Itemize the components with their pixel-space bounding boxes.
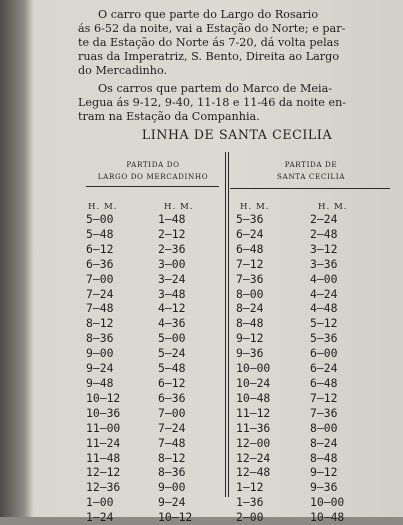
time-entry: 12—36: [86, 480, 121, 495]
time-entry: 10—00: [236, 361, 271, 376]
book-binding-shadow: [0, 0, 34, 517]
timetable-sheet: [78, 6, 396, 525]
time-entry: 5—12: [310, 316, 338, 331]
text-line: te da Estação do Norte ás 7-20, dá volta pelas: [78, 36, 340, 49]
time-entry: 8—00: [236, 286, 264, 301]
time-entry: 8—12: [158, 450, 186, 465]
time-column-4: [310, 212, 344, 525]
time-column-3: [236, 212, 270, 525]
text-line: O carro que parte do Largo do Rosario: [98, 8, 319, 21]
time-entry: 10—48: [236, 390, 271, 405]
time-entry: 6—00: [310, 346, 338, 361]
time-entry: 3—36: [310, 256, 338, 271]
time-entry: 10—36: [86, 405, 121, 420]
time-entry: 1—12: [236, 480, 264, 495]
time-entry: 6—36: [86, 256, 114, 271]
time-entry: 9—36: [310, 480, 338, 495]
time-entry: 1—48: [158, 212, 186, 226]
time-entry: 9—12: [236, 331, 264, 346]
time-entry: 9—36: [236, 346, 264, 361]
time-entry: 6—48: [310, 375, 338, 390]
time-entry: 10—48: [310, 510, 345, 525]
time-entry: 6—24: [236, 226, 264, 241]
time-entry: 12—12: [86, 465, 121, 480]
time-entry: 12—48: [236, 465, 271, 480]
time-entry: 8—00: [310, 420, 338, 435]
time-entry: 5—48: [86, 226, 114, 241]
paragraph-1: [78, 8, 396, 78]
time-entry: 1—00: [86, 495, 114, 510]
header-rule: [86, 186, 219, 187]
time-entry: 6—48: [236, 241, 264, 256]
time-entry: 10—24: [236, 375, 271, 390]
time-entry: 4—12: [158, 301, 186, 316]
time-entry: 4—36: [158, 316, 186, 331]
time-entry: 6—12: [158, 375, 186, 390]
time-entry: 7—48: [158, 435, 186, 450]
time-entry: 8—36: [86, 331, 114, 346]
time-entry: 3—24: [158, 271, 186, 286]
time-entry: 9—00: [86, 346, 114, 361]
column-divider: [225, 152, 229, 497]
time-entry: 4—48: [310, 301, 338, 316]
header-rule: [230, 188, 390, 189]
time-entry: 10—00: [310, 495, 345, 510]
text-line: ás 6-52 da noite, vai a Estação do Norte; e par-: [78, 22, 346, 35]
time-entry: 7—12: [236, 256, 264, 271]
right-column-header: [230, 159, 392, 183]
text-line: ruas da Imperatriz, S. Bento, Direita ao Largo: [78, 50, 340, 63]
section-title: LINHA DE SANTA CECILIA: [141, 127, 333, 142]
time-entry: 2—24: [310, 212, 338, 226]
time-column-1: [86, 212, 120, 525]
text-line: do Mercadinho.: [78, 64, 168, 77]
hm-label: H. M.: [318, 202, 348, 212]
time-entry: 2—48: [310, 226, 338, 241]
time-entry: 9—48: [86, 375, 114, 390]
time-entry: 5—48: [158, 361, 186, 376]
time-entry: 8—48: [236, 316, 264, 331]
time-entry: 11—24: [86, 435, 121, 450]
time-entry: 6—12: [86, 241, 114, 256]
time-entry: 6—24: [310, 361, 338, 376]
time-entry: 5—24: [158, 346, 186, 361]
time-entry: 2—36: [158, 241, 186, 256]
time-entry: 7—24: [86, 286, 114, 301]
paragraph-2: [78, 82, 396, 124]
time-entry: 7—00: [86, 271, 114, 286]
time-entry: 7—24: [158, 420, 186, 435]
time-entry: 2—12: [158, 226, 186, 241]
header-line: LARGO DO MERCADINHO: [97, 172, 209, 181]
time-entry: 9—24: [158, 495, 186, 510]
time-entry: 4—24: [310, 286, 338, 301]
time-entry: 9—12: [310, 465, 338, 480]
time-entry: 3—12: [310, 241, 338, 256]
time-entry: 10—12: [86, 390, 121, 405]
text-line: Os carros que partem do Marco de Meia-: [98, 82, 333, 95]
time-entry: 5—00: [158, 331, 186, 346]
time-entry: 9—00: [158, 480, 186, 495]
time-entry: 8—24: [310, 435, 338, 450]
time-entry: 12—00: [236, 435, 271, 450]
time-entry: 7—12: [310, 390, 338, 405]
time-entry: 7—36: [236, 271, 264, 286]
hm-label: H. M.: [164, 202, 194, 212]
time-entry: 5—36: [310, 331, 338, 346]
time-entry: 5—36: [236, 212, 264, 226]
time-entry: 5—00: [86, 212, 114, 226]
time-entry: 8—24: [236, 301, 264, 316]
time-entry: 11—12: [236, 405, 271, 420]
hm-label: H. M.: [240, 202, 270, 212]
time-entry: 11—00: [86, 420, 121, 435]
time-entry: 7—36: [310, 405, 338, 420]
left-column-header: [84, 159, 222, 183]
time-entry: 2—00: [236, 510, 264, 525]
time-entry: 8—48: [310, 450, 338, 465]
time-entry: 1—24: [86, 510, 114, 525]
hm-label: H. M.: [88, 202, 118, 212]
time-entry: 10—12: [158, 510, 193, 525]
time-column-2: [158, 212, 192, 525]
time-entry: 7—00: [158, 405, 186, 420]
time-entry: 11—36: [236, 420, 271, 435]
header-line: SANTA CECILIA: [277, 172, 345, 181]
time-entry: 4—00: [310, 271, 338, 286]
time-entry: 6—36: [158, 390, 186, 405]
time-entry: 8—12: [86, 316, 114, 331]
time-entry: 3—00: [158, 256, 186, 271]
time-entry: 12—24: [236, 450, 271, 465]
time-entry: 9—24: [86, 361, 114, 376]
text-line: tram na Estação da Companhia.: [78, 110, 260, 123]
header-line: PARTIDA DO: [126, 160, 180, 169]
text-line: Legua ás 9-12, 9-40, 11-18 e 11-46 da noite en-: [78, 96, 347, 109]
time-entry: 1—36: [236, 495, 264, 510]
time-entry: 7—48: [86, 301, 114, 316]
header-line: PARTIDA DE: [284, 160, 338, 169]
time-entry: 8—36: [158, 465, 186, 480]
time-entry: 3—48: [158, 286, 186, 301]
time-entry: 11—48: [86, 450, 121, 465]
